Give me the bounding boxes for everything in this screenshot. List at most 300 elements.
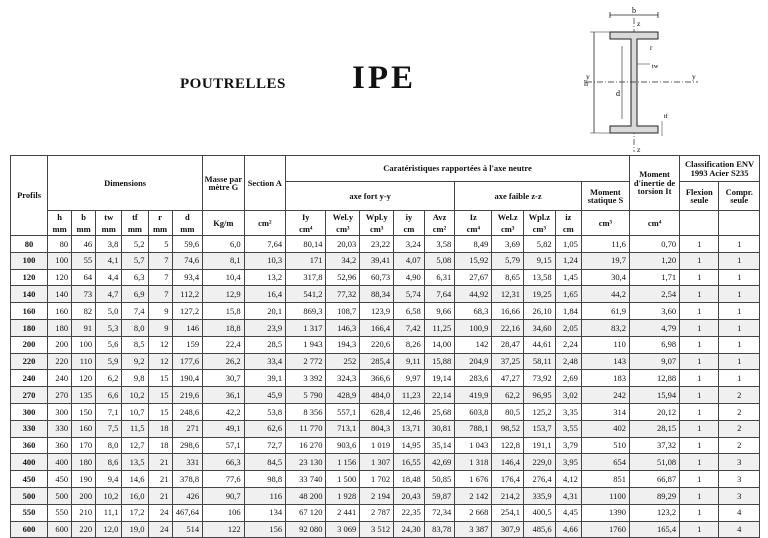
value-cell: 80,5 bbox=[492, 403, 524, 420]
ipe-properties-table bbox=[10, 155, 760, 538]
profile-cell: 330 bbox=[11, 420, 48, 437]
value-cell: 654 bbox=[581, 454, 629, 471]
value-cell: 80 bbox=[48, 236, 72, 253]
value-cell: 869,3 bbox=[286, 303, 326, 320]
value-cell: 21 bbox=[148, 454, 172, 471]
value-cell: 14,95 bbox=[394, 437, 425, 454]
profile-cell: 270 bbox=[11, 387, 48, 404]
value-cell: 7,42 bbox=[394, 319, 425, 336]
value-cell: 1 156 bbox=[326, 454, 360, 471]
value-cell: 9,66 bbox=[424, 303, 455, 320]
value-cell: 1 bbox=[719, 370, 760, 387]
value-cell: 20,03 bbox=[326, 236, 360, 253]
profile-cell: 300 bbox=[11, 403, 48, 420]
value-cell: 50,85 bbox=[424, 471, 455, 488]
value-cell: 402 bbox=[581, 420, 629, 437]
value-cell: 82 bbox=[72, 303, 96, 320]
value-cell: 1,24 bbox=[555, 252, 581, 269]
value-cell: 3,8 bbox=[96, 236, 122, 253]
hdr-dim-2-unit: mm bbox=[101, 223, 116, 234]
value-cell: 628,4 bbox=[360, 403, 394, 420]
value-cell: 100,9 bbox=[455, 319, 492, 336]
value-cell: 6,58 bbox=[394, 303, 425, 320]
value-cell: 220,6 bbox=[360, 336, 394, 353]
value-cell: 3,02 bbox=[555, 387, 581, 404]
value-cell: 36,1 bbox=[203, 387, 244, 404]
value-cell: 18 bbox=[148, 437, 172, 454]
value-cell: 72,34 bbox=[424, 504, 455, 521]
value-cell: 2 bbox=[719, 437, 760, 454]
value-cell: 1 043 bbox=[455, 437, 492, 454]
hdr-fort-1-symbol: Wel.y bbox=[332, 212, 354, 222]
value-cell: 2,05 bbox=[555, 319, 581, 336]
value-cell: 4,07 bbox=[394, 252, 425, 269]
value-cell: 7,64 bbox=[244, 236, 285, 253]
value-cell: 180 bbox=[48, 319, 72, 336]
hdr-dim-4-symbol: r bbox=[158, 212, 162, 222]
value-cell: 9,4 bbox=[96, 471, 122, 488]
hdr-faible-2-symbol: Wpl.z bbox=[528, 212, 551, 222]
value-cell: 146,4 bbox=[492, 454, 524, 471]
value-cell: 108,7 bbox=[326, 303, 360, 320]
value-cell: 1 bbox=[719, 303, 760, 320]
value-cell: 2 bbox=[719, 403, 760, 420]
value-cell: 317,8 bbox=[286, 269, 326, 286]
value-cell: 1 bbox=[719, 336, 760, 353]
ipe-section-diagram bbox=[580, 6, 705, 154]
table-row bbox=[11, 370, 760, 387]
value-cell: 55 bbox=[72, 252, 96, 269]
value-cell: 9 bbox=[148, 303, 172, 320]
value-cell: 9,97 bbox=[394, 370, 425, 387]
hdr-faible-3-symbol: iz bbox=[565, 212, 572, 222]
dim-tf-label: tf bbox=[664, 113, 668, 120]
value-cell: 165,4 bbox=[629, 521, 679, 538]
value-cell: 12,7 bbox=[122, 437, 148, 454]
value-cell: 788,1 bbox=[455, 420, 492, 437]
value-cell: 16,4 bbox=[244, 286, 285, 303]
value-cell: 1 bbox=[680, 521, 719, 538]
value-cell: 150 bbox=[72, 403, 96, 420]
value-cell: 7,1 bbox=[96, 403, 122, 420]
value-cell: 12,88 bbox=[629, 370, 679, 387]
value-cell: 93,4 bbox=[172, 269, 203, 286]
profile-cell: 450 bbox=[11, 471, 48, 488]
value-cell: 16,66 bbox=[492, 303, 524, 320]
value-cell: 298,6 bbox=[172, 437, 203, 454]
value-cell: 11,1 bbox=[96, 504, 122, 521]
value-cell: 9 bbox=[148, 319, 172, 336]
table-row bbox=[11, 420, 760, 437]
table-row bbox=[11, 286, 760, 303]
value-cell: 116 bbox=[244, 487, 285, 504]
value-cell: 12,0 bbox=[96, 521, 122, 538]
hdr-masse-unit: Kg/m bbox=[203, 211, 244, 236]
value-cell: 219,6 bbox=[172, 387, 203, 404]
value-cell: 1 bbox=[680, 420, 719, 437]
value-cell: 153,7 bbox=[524, 420, 556, 437]
value-cell: 1 317 bbox=[286, 319, 326, 336]
value-cell: 2 772 bbox=[286, 353, 326, 370]
hdr-fort-2-unit: cm³ bbox=[370, 223, 384, 234]
value-cell: 60,73 bbox=[360, 269, 394, 286]
value-cell: 183 bbox=[581, 370, 629, 387]
value-cell: 7 bbox=[148, 252, 172, 269]
value-cell: 44,92 bbox=[455, 286, 492, 303]
value-cell: 5,3 bbox=[96, 319, 122, 336]
value-cell: 33 740 bbox=[286, 471, 326, 488]
value-cell: 0,70 bbox=[629, 236, 679, 253]
profile-cell: 140 bbox=[11, 286, 48, 303]
hdr-dim-0-symbol: h bbox=[57, 212, 62, 222]
value-cell: 4,45 bbox=[555, 504, 581, 521]
value-cell: 100 bbox=[48, 252, 72, 269]
axis-y-right: y bbox=[692, 72, 696, 81]
value-cell: 400,5 bbox=[524, 504, 556, 521]
value-cell: 12 bbox=[148, 336, 172, 353]
value-cell: 4,90 bbox=[394, 269, 425, 286]
hdr-moment-statique: Moment statique S bbox=[581, 182, 629, 211]
hdr-dim-2 bbox=[96, 211, 122, 236]
value-cell: 450 bbox=[48, 471, 72, 488]
value-cell: 400 bbox=[48, 454, 72, 471]
value-cell: 88,34 bbox=[360, 286, 394, 303]
value-cell: 1 bbox=[680, 487, 719, 504]
value-cell: 74,6 bbox=[172, 252, 203, 269]
value-cell: 61,9 bbox=[581, 303, 629, 320]
hdr-moment-inertie: Moment d'inertie de torsion It bbox=[629, 156, 679, 211]
value-cell: 252 bbox=[326, 353, 360, 370]
value-cell: 1 bbox=[680, 403, 719, 420]
value-cell: 48 200 bbox=[286, 487, 326, 504]
value-cell: 1,84 bbox=[555, 303, 581, 320]
hdr-fort-2-symbol: Wpl.y bbox=[365, 212, 388, 222]
profile-cell: 120 bbox=[11, 269, 48, 286]
value-cell: 16,0 bbox=[122, 487, 148, 504]
value-cell: 220 bbox=[48, 353, 72, 370]
value-cell: 9,15 bbox=[524, 252, 556, 269]
value-cell: 83,78 bbox=[424, 521, 455, 538]
value-cell: 125,2 bbox=[524, 403, 556, 420]
value-cell: 5 bbox=[148, 236, 172, 253]
value-cell: 1 bbox=[719, 319, 760, 336]
hdr-dim-5-unit: mm bbox=[180, 223, 195, 234]
table-row bbox=[11, 387, 760, 404]
hdr-axe-faible: axe faible z-z bbox=[455, 182, 582, 211]
value-cell: 1 bbox=[680, 353, 719, 370]
hdr-section-unit: cm² bbox=[244, 211, 285, 236]
value-cell: 91 bbox=[72, 319, 96, 336]
hdr-fort-1-unit: cm³ bbox=[336, 223, 350, 234]
value-cell: 142 bbox=[455, 336, 492, 353]
hdr-faible-1-symbol: Wel.z bbox=[497, 212, 518, 222]
axis-y-left: y bbox=[586, 72, 590, 81]
value-cell: 62,6 bbox=[244, 420, 285, 437]
value-cell: 8,65 bbox=[492, 269, 524, 286]
table-row bbox=[11, 303, 760, 320]
value-cell: 214,2 bbox=[492, 487, 524, 504]
value-cell: 3,35 bbox=[555, 403, 581, 420]
value-cell: 13,5 bbox=[122, 454, 148, 471]
value-cell: 35,14 bbox=[424, 437, 455, 454]
value-cell: 335,9 bbox=[524, 487, 556, 504]
hdr-masse: Masse par mètre G bbox=[203, 156, 244, 211]
value-cell: 177,6 bbox=[172, 353, 203, 370]
table-row bbox=[11, 269, 760, 286]
value-cell: 20,1 bbox=[244, 303, 285, 320]
value-cell: 44,2 bbox=[581, 286, 629, 303]
hdr-dim-5 bbox=[172, 211, 203, 236]
value-cell: 30,4 bbox=[581, 269, 629, 286]
hdr-caracteristiques: Caratéristiques rapportées à l'axe neutre bbox=[286, 156, 630, 182]
hdr-fort-4 bbox=[424, 211, 455, 236]
value-cell: 73 bbox=[72, 286, 96, 303]
profile-cell: 600 bbox=[11, 521, 48, 538]
value-cell: 1 bbox=[719, 353, 760, 370]
value-cell: 18,48 bbox=[394, 471, 425, 488]
value-cell: 1 500 bbox=[326, 471, 360, 488]
value-cell: 428,9 bbox=[326, 387, 360, 404]
value-cell: 15 bbox=[148, 403, 172, 420]
value-cell: 9,07 bbox=[629, 353, 679, 370]
value-cell: 254,1 bbox=[492, 504, 524, 521]
hdr-section: Section A bbox=[244, 156, 285, 211]
value-cell: 1 307 bbox=[360, 454, 394, 471]
table-row bbox=[11, 336, 760, 353]
value-cell: 2 bbox=[719, 420, 760, 437]
value-cell: 15,94 bbox=[629, 387, 679, 404]
value-cell: 467,64 bbox=[172, 504, 203, 521]
value-cell: 600 bbox=[48, 521, 72, 538]
axis-z-top: z bbox=[637, 19, 641, 28]
value-cell: 68,3 bbox=[455, 303, 492, 320]
value-cell: 112,2 bbox=[172, 286, 203, 303]
value-cell: 159 bbox=[172, 336, 203, 353]
value-cell: 15 bbox=[148, 387, 172, 404]
value-cell: 122 bbox=[203, 521, 244, 538]
value-cell: 22,35 bbox=[394, 504, 425, 521]
value-cell: 4,66 bbox=[555, 521, 581, 538]
value-cell: 1 943 bbox=[286, 336, 326, 353]
value-cell: 123,2 bbox=[629, 504, 679, 521]
value-cell: 1 bbox=[719, 252, 760, 269]
value-cell: 500 bbox=[48, 487, 72, 504]
table-row bbox=[11, 319, 760, 336]
value-cell: 324,3 bbox=[326, 370, 360, 387]
value-cell: 170 bbox=[72, 437, 96, 454]
value-cell: 100 bbox=[72, 336, 96, 353]
value-cell: 7 bbox=[148, 286, 172, 303]
value-cell: 2 194 bbox=[360, 487, 394, 504]
value-cell: 15,92 bbox=[455, 252, 492, 269]
value-cell: 419,9 bbox=[455, 387, 492, 404]
value-cell: 2,48 bbox=[555, 353, 581, 370]
value-cell: 191,1 bbox=[524, 437, 556, 454]
value-cell: 4,31 bbox=[555, 487, 581, 504]
value-cell: 18,8 bbox=[203, 319, 244, 336]
value-cell: 120 bbox=[48, 269, 72, 286]
value-cell: 210 bbox=[72, 504, 96, 521]
hdr-fort-1 bbox=[326, 211, 360, 236]
hdr-flexion: Flexion seule bbox=[680, 182, 719, 211]
value-cell: 283,6 bbox=[455, 370, 492, 387]
value-cell: 378,8 bbox=[172, 471, 203, 488]
value-cell: 550 bbox=[48, 504, 72, 521]
value-cell: 22,14 bbox=[424, 387, 455, 404]
value-cell: 127,2 bbox=[172, 303, 203, 320]
value-cell: 47,27 bbox=[492, 370, 524, 387]
table-row bbox=[11, 353, 760, 370]
value-cell: 10,4 bbox=[203, 269, 244, 286]
value-cell: 330 bbox=[48, 420, 72, 437]
hdr-fort-4-symbol: Avz bbox=[432, 212, 447, 222]
value-cell: 59,6 bbox=[172, 236, 203, 253]
value-cell: 84,5 bbox=[244, 454, 285, 471]
value-cell: 10,2 bbox=[96, 487, 122, 504]
value-cell: 28,15 bbox=[629, 420, 679, 437]
value-cell: 1 676 bbox=[455, 471, 492, 488]
value-cell: 15 bbox=[148, 370, 172, 387]
value-cell: 510 bbox=[581, 437, 629, 454]
axis-z-bottom: z bbox=[637, 145, 641, 154]
value-cell: 42,69 bbox=[424, 454, 455, 471]
profile-cell: 80 bbox=[11, 236, 48, 253]
value-cell: 22,4 bbox=[203, 336, 244, 353]
value-cell: 6,0 bbox=[203, 236, 244, 253]
value-cell: 6,98 bbox=[629, 336, 679, 353]
value-cell: 2,54 bbox=[629, 286, 679, 303]
value-cell: 804,3 bbox=[360, 420, 394, 437]
value-cell: 242 bbox=[581, 387, 629, 404]
value-cell: 285,4 bbox=[360, 353, 394, 370]
profile-cell: 500 bbox=[11, 487, 48, 504]
value-cell: 8,6 bbox=[96, 454, 122, 471]
value-cell: 1 bbox=[680, 387, 719, 404]
value-cell: 67 120 bbox=[286, 504, 326, 521]
value-cell: 1 019 bbox=[360, 437, 394, 454]
value-cell: 1,20 bbox=[629, 252, 679, 269]
value-cell: 5,2 bbox=[122, 236, 148, 253]
value-cell: 2 bbox=[719, 387, 760, 404]
value-cell: 6,31 bbox=[424, 269, 455, 286]
value-cell: 1,05 bbox=[555, 236, 581, 253]
value-cell: 3 bbox=[719, 487, 760, 504]
value-cell: 276,4 bbox=[524, 471, 556, 488]
value-cell: 2 668 bbox=[455, 504, 492, 521]
value-cell: 66,3 bbox=[203, 454, 244, 471]
value-cell: 3,69 bbox=[492, 236, 524, 253]
profile-cell: 220 bbox=[11, 353, 48, 370]
value-cell: 22,16 bbox=[492, 319, 524, 336]
hdr-compr-unit bbox=[719, 211, 760, 236]
hdr-faible-1-unit: cm³ bbox=[500, 223, 515, 234]
value-cell: 314 bbox=[581, 403, 629, 420]
value-cell: 13,71 bbox=[394, 420, 425, 437]
value-cell: 9,11 bbox=[394, 353, 425, 370]
value-cell: 17,2 bbox=[122, 504, 148, 521]
hdr-dim-3-unit: mm bbox=[127, 223, 142, 234]
value-cell: 28,47 bbox=[492, 336, 524, 353]
value-cell: 34,60 bbox=[524, 319, 556, 336]
value-cell: 5,7 bbox=[122, 252, 148, 269]
value-cell: 270 bbox=[48, 387, 72, 404]
value-cell: 28,5 bbox=[244, 336, 285, 353]
value-cell: 51,08 bbox=[629, 454, 679, 471]
value-cell: 1 bbox=[680, 336, 719, 353]
value-cell: 143 bbox=[581, 353, 629, 370]
value-cell: 21 bbox=[148, 471, 172, 488]
value-cell: 6,3 bbox=[122, 269, 148, 286]
value-cell: 1 318 bbox=[455, 454, 492, 471]
profile-cell: 550 bbox=[11, 504, 48, 521]
profile-cell: 180 bbox=[11, 319, 48, 336]
value-cell: 10,3 bbox=[244, 252, 285, 269]
value-cell: 39,41 bbox=[360, 252, 394, 269]
value-cell: 5,6 bbox=[96, 336, 122, 353]
hdr-faible-0-symbol: Iz bbox=[469, 212, 477, 222]
value-cell: 194,3 bbox=[326, 336, 360, 353]
value-cell: 3,24 bbox=[394, 236, 425, 253]
value-cell: 713,1 bbox=[326, 420, 360, 437]
value-cell: 7,5 bbox=[96, 420, 122, 437]
value-cell: 9,8 bbox=[122, 370, 148, 387]
value-cell: 24 bbox=[148, 521, 172, 538]
value-cell: 484,0 bbox=[360, 387, 394, 404]
value-cell: 1,71 bbox=[629, 269, 679, 286]
hdr-fort-0-symbol: Iy bbox=[301, 212, 310, 222]
value-cell: 11,25 bbox=[424, 319, 455, 336]
value-cell: 42,2 bbox=[203, 403, 244, 420]
value-cell: 146,3 bbox=[326, 319, 360, 336]
value-cell: 180 bbox=[72, 454, 96, 471]
value-cell: 8 356 bbox=[286, 403, 326, 420]
value-cell: 2,69 bbox=[555, 370, 581, 387]
hdr-dim-4-unit: mm bbox=[152, 223, 168, 234]
value-cell: 77,32 bbox=[326, 286, 360, 303]
value-cell: 34,2 bbox=[326, 252, 360, 269]
value-cell: 1 928 bbox=[326, 487, 360, 504]
value-cell: 27,67 bbox=[455, 269, 492, 286]
value-cell: 30,7 bbox=[203, 370, 244, 387]
hdr-fort-3 bbox=[394, 211, 425, 236]
table-row bbox=[11, 236, 760, 253]
value-cell: 557,1 bbox=[326, 403, 360, 420]
value-cell: 33,4 bbox=[244, 353, 285, 370]
value-cell: 20,12 bbox=[629, 403, 679, 420]
value-cell: 39,1 bbox=[244, 370, 285, 387]
table-row bbox=[11, 487, 760, 504]
value-cell: 18 bbox=[148, 420, 172, 437]
value-cell: 10,2 bbox=[122, 387, 148, 404]
hdr-faible-3 bbox=[555, 211, 581, 236]
value-cell: 307,9 bbox=[492, 521, 524, 538]
value-cell: 13,2 bbox=[244, 269, 285, 286]
value-cell: 3,79 bbox=[555, 437, 581, 454]
value-cell: 8,5 bbox=[122, 336, 148, 353]
dim-r-label: r bbox=[650, 44, 653, 52]
hdr-dim-3-symbol: tf bbox=[132, 212, 138, 222]
value-cell: 106 bbox=[203, 504, 244, 521]
hdr-faible-0-unit: cm⁴ bbox=[466, 223, 480, 234]
value-cell: 1 bbox=[680, 504, 719, 521]
profile-cell: 360 bbox=[11, 437, 48, 454]
value-cell: 16,55 bbox=[394, 454, 425, 471]
value-cell: 8,0 bbox=[96, 437, 122, 454]
profile-cell: 400 bbox=[11, 454, 48, 471]
value-cell: 11,5 bbox=[122, 420, 148, 437]
value-cell: 24,30 bbox=[394, 521, 425, 538]
dim-tw-label: tw bbox=[652, 63, 659, 70]
